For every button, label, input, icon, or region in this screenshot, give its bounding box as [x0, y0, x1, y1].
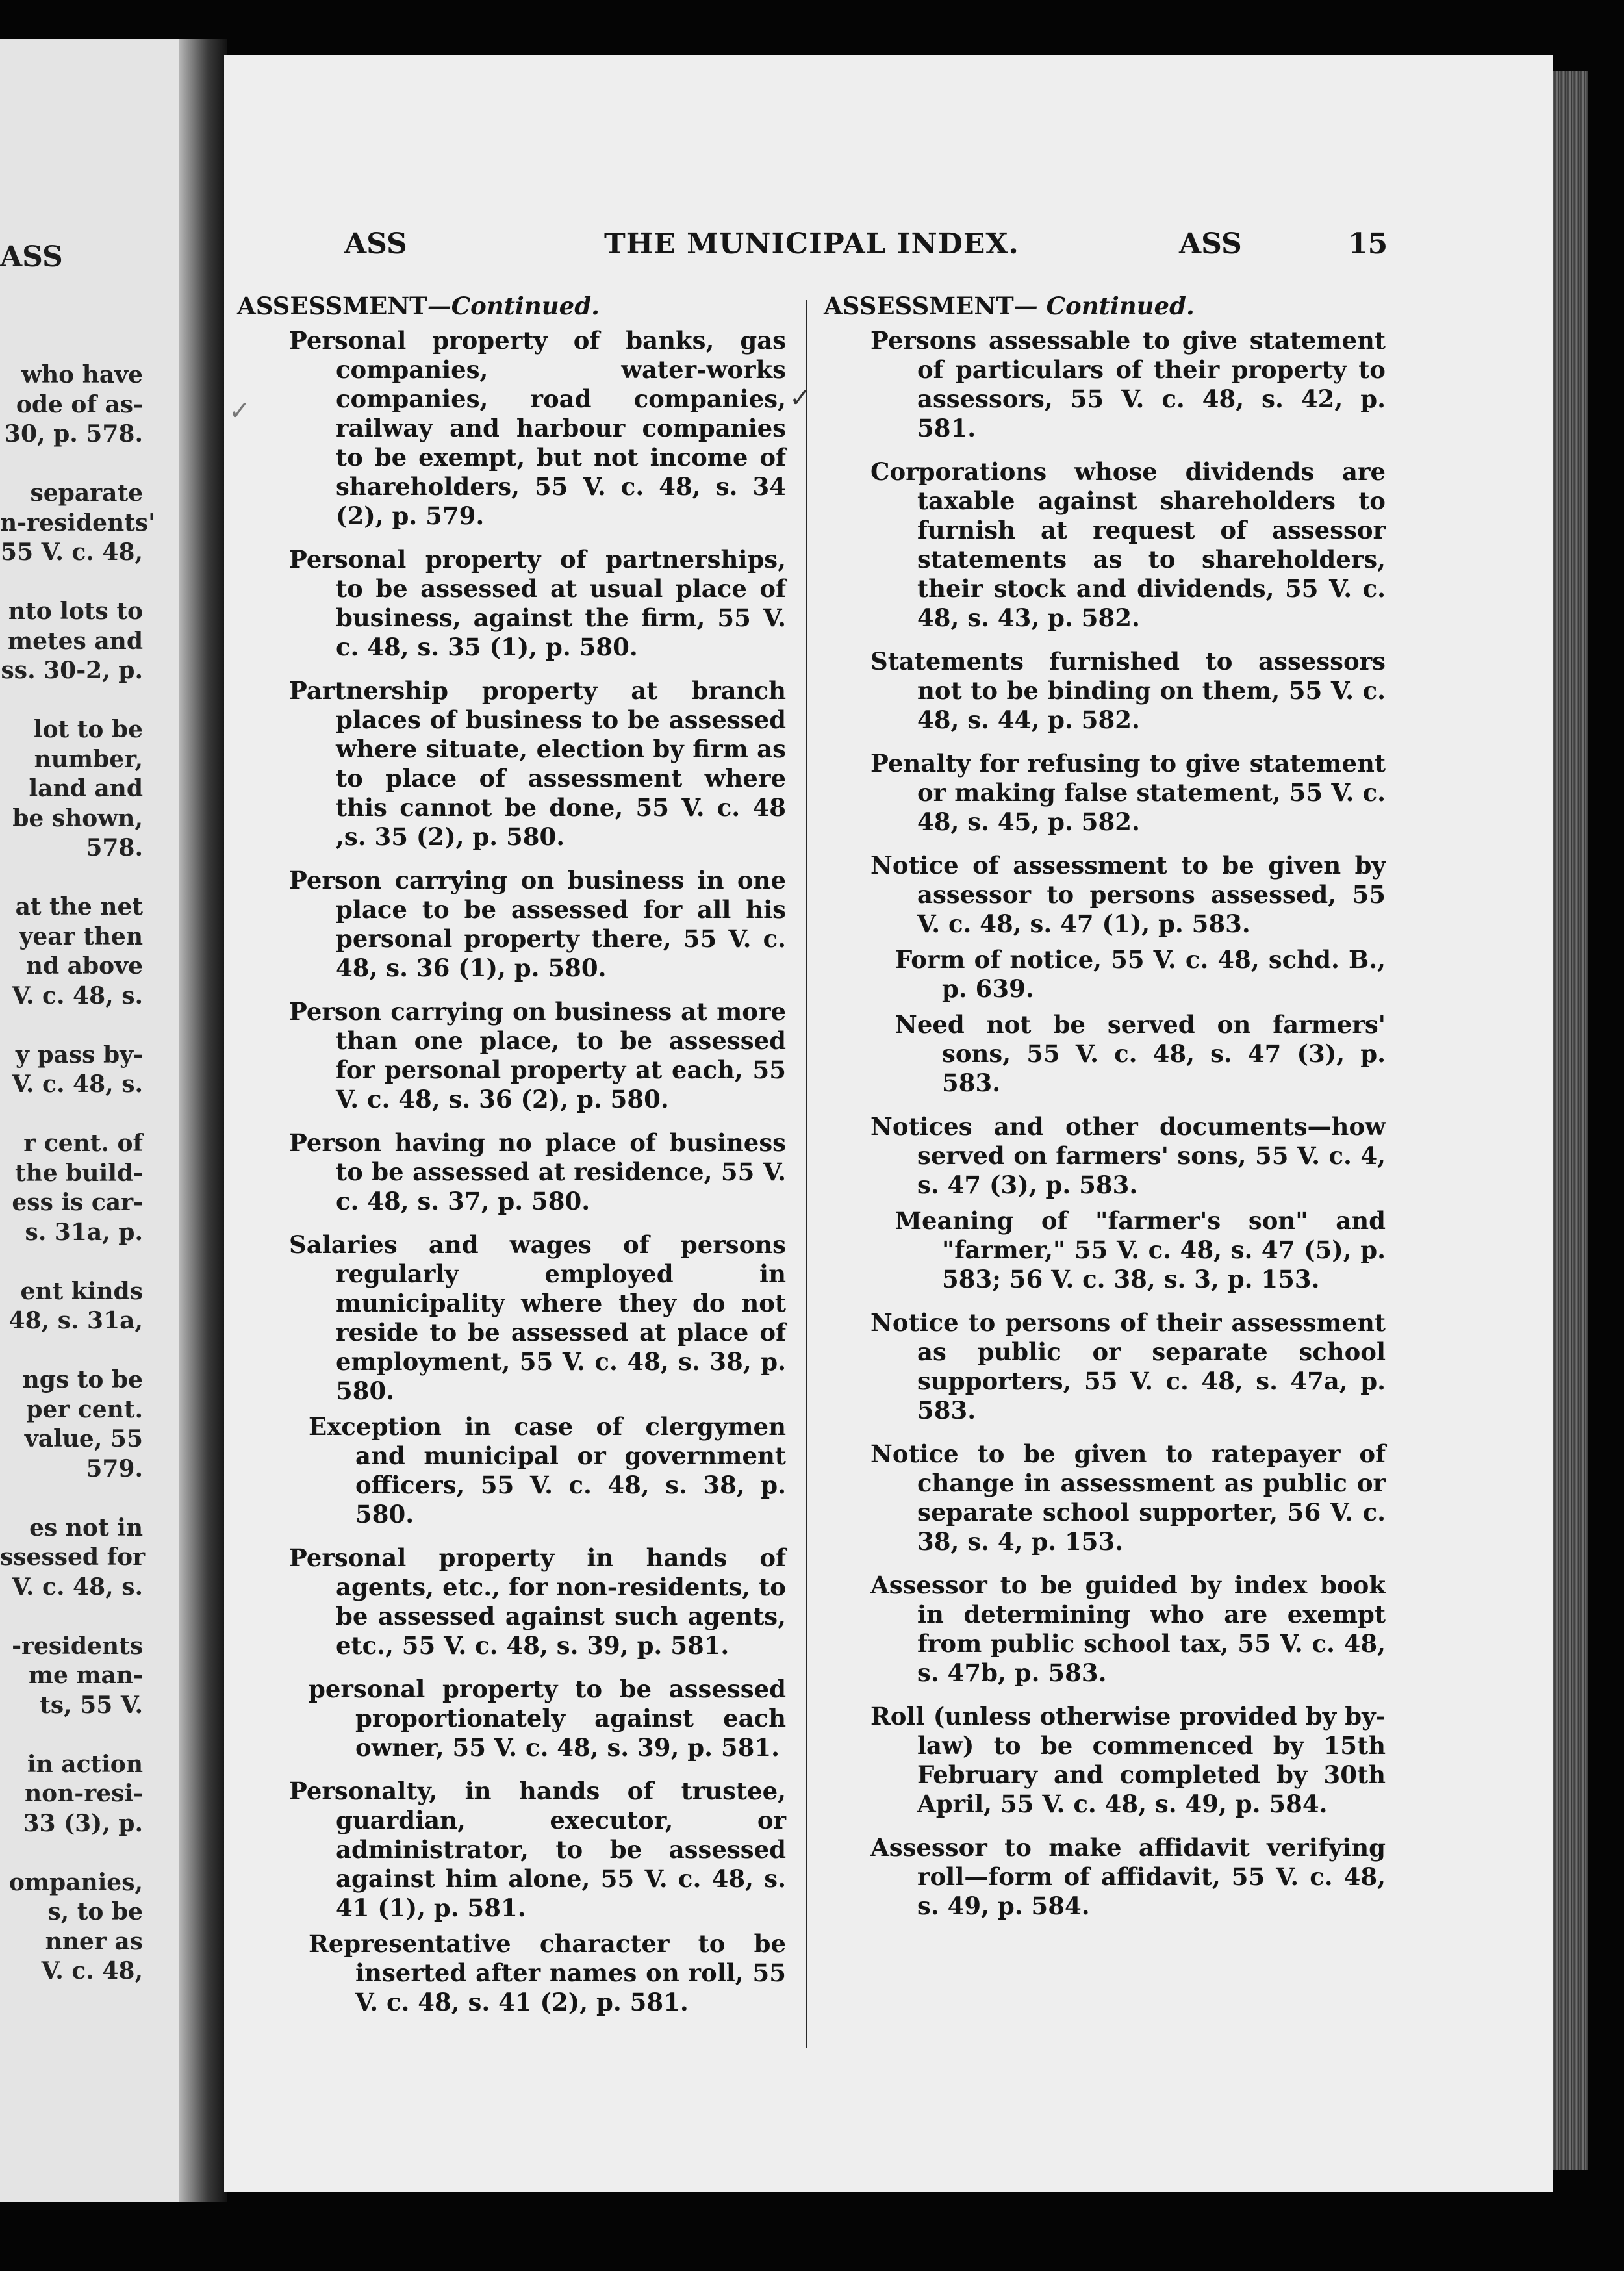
- book-gutter-shadow: [179, 39, 227, 2202]
- section-heading: [824, 291, 1386, 321]
- index-entry: Partnership property at branch places of business to be assessed where situate, election by firm as to place of assessment where this cannot be done, 55 V. c. 48 ,s. 35 (2), p. 580.: [289, 676, 786, 851]
- index-subentry: Need not be served on farmers' sons, 55 V. c. 48, s. 47 (3), p. 583.: [895, 1010, 1386, 1097]
- left-column: [237, 291, 786, 2031]
- section-heading: [237, 291, 786, 321]
- index-entry: Corporations whose dividends are taxable against shareholders to furnish at request of assessor statements as to shareholders, their stock and dividends, 55 V. c. 48, s. 43, p. 582.: [870, 457, 1386, 632]
- left-line: nner as: [45, 1927, 143, 1955]
- index-entry: Person carrying on business at more than one place, to be assessed for personal property at each, 55 V. c. 48, s. 36 (2), p. 580.: [289, 997, 786, 1113]
- left-line: y pass by-: [15, 1041, 143, 1069]
- left-line: [0, 863, 143, 893]
- index-entry: Personal property in hands of agents, etc., for non-residents, to be assessed against such agents, etc., 55 V. c. 48, s. 39, p. 581.: [289, 1543, 786, 1660]
- left-line: per cent.: [26, 1395, 143, 1423]
- page-number: 15: [1348, 227, 1388, 260]
- left-line: [0, 1011, 143, 1041]
- left-line: metes and: [7, 627, 143, 655]
- index-entry: Notice to persons of their assessment as public or separate school supporters, 55 V. c. 48, s. 47a, p. 583.: [870, 1308, 1386, 1425]
- left-line: V. c. 48, s.: [12, 1573, 143, 1601]
- left-line: nd above: [25, 952, 143, 980]
- left-line: s. 31a, p.: [25, 1218, 143, 1246]
- running-head-title: THE MUNICIPAL INDEX.: [604, 227, 1019, 260]
- left-line: 30, p. 578.: [4, 420, 143, 448]
- left-line: ngs to be: [22, 1366, 143, 1393]
- left-line: [0, 686, 143, 716]
- left-line: V. c. 48, s.: [12, 1071, 143, 1098]
- left-line: ss. 30-2, p.: [1, 657, 143, 684]
- pencil-check-mark-icon: ✓: [789, 383, 811, 413]
- index-entry: Statements furnished to assessors not to be binding on them, 55 V. c. 48, s. 44, p. 582.: [870, 647, 1386, 734]
- left-line: in action: [27, 1750, 143, 1778]
- left-line: 33 (3), p.: [23, 1809, 143, 1837]
- left-line: [0, 1247, 143, 1277]
- left-line: 578.: [86, 834, 143, 861]
- left-line: [0, 1100, 143, 1130]
- left-line: [0, 450, 143, 479]
- index-subentry: personal property to be assessed proportionately against each owner, 55 V. c. 48, s. 39, p. 581.: [309, 1675, 786, 1762]
- left-line: es not in: [29, 1514, 143, 1541]
- left-line: [0, 1720, 143, 1750]
- left-line: ent kinds: [20, 1277, 143, 1305]
- left-line: ess is car-: [12, 1189, 143, 1216]
- index-entry: Notice to be given to ratepayer of change in assessment as public or separate school supporter, 56 V. c. 38, s. 4, p. 153.: [870, 1440, 1386, 1556]
- left-line: s, to be: [47, 1898, 143, 1925]
- left-line: year then: [19, 922, 143, 950]
- pencil-check-mark-icon: ✓: [229, 396, 251, 426]
- left-line: land and: [29, 775, 143, 802]
- left-line: nto lots to: [8, 598, 143, 625]
- index-subentry: Representative character to be inserted after names on roll, 55 V. c. 48, s. 41 (2), p. 581.: [309, 1929, 786, 2016]
- index-entry: Person carrying on business in one place to be assessed for all his personal property there, 55 V. c. 48, s. 36 (1), p. 580.: [289, 866, 786, 982]
- left-line: lot to be: [33, 716, 143, 743]
- page-edge-stack: [1553, 71, 1588, 2170]
- section-heading-title: ASSESSMENT: [237, 292, 427, 320]
- left-line: ompanies,: [8, 1868, 143, 1896]
- left-line: separate: [30, 479, 143, 507]
- left-line: number,: [34, 745, 143, 773]
- index-subentry: Meaning of "farmer's son" and "farmer," 55 V. c. 48, s. 47 (5), p. 583; 56 V. c. 38, s. 3, p. 153.: [895, 1206, 1386, 1293]
- section-heading-continued: — Continued.: [1013, 292, 1195, 320]
- index-entry: Person having no place of business to be assessed at residence, 55 V. c. 48, s. 37, p. 580.: [289, 1128, 786, 1215]
- index-entry: Personalty, in hands of trustee, guardian, executor, or administrator, to be assessed against him alone, 55 V. c. 48, s. 41 (1), p. 581.: [289, 1777, 786, 1922]
- column-divider: [806, 300, 807, 2048]
- right-column: [824, 291, 1386, 1935]
- index-entry: Roll (unless otherwise provided by by-law) to be commenced by 15th February and completed by 30th April, 55 V. c. 48, s. 49, p. 584.: [870, 1702, 1386, 1818]
- left-line: [0, 568, 143, 598]
- left-page-fragment: [0, 39, 195, 2202]
- left-line: 48, s. 31a,: [8, 1307, 143, 1334]
- index-entry: Notice of assessment to be given by assessor to persons assessed, 55 V. c. 48, s. 47 (1), p. 583.: [870, 851, 1386, 938]
- index-entry: Salaries and wages of persons regularly employed in municipality where they do not reside to be assessed at place of employment, 55 V. c. 48, s. 38, p. 580.: [289, 1230, 786, 1405]
- index-entry: Assessor to make affidavit verifying roll—form of affidavit, 55 V. c. 48, s. 49, p. 584.: [870, 1833, 1386, 1920]
- left-line: ssessed for: [0, 1543, 146, 1571]
- running-head-left: ASS: [344, 227, 407, 260]
- left-line: r cent. of: [23, 1130, 143, 1157]
- left-page-text: [0, 361, 156, 1986]
- left-line: be shown,: [12, 804, 143, 832]
- left-line: value, 55: [24, 1425, 143, 1453]
- left-line: [0, 1484, 143, 1514]
- left-line: ts, 55 V.: [40, 1691, 143, 1719]
- left-line: non-resi-: [24, 1780, 143, 1807]
- index-subentry: Form of notice, 55 V. c. 48, schd. B., p. 639.: [895, 945, 1386, 1003]
- left-line: V. c. 48,: [41, 1957, 143, 1985]
- section-heading-title: ASSESSMENT: [824, 292, 1014, 320]
- left-line: [0, 1336, 143, 1366]
- section-heading-continued: —Continued.: [427, 292, 600, 320]
- left-line: ode of as-: [16, 390, 143, 418]
- left-line: V. c. 48, s.: [12, 982, 143, 1009]
- index-entry: Penalty for refusing to give statement or making false statement, 55 V. c. 48, s. 45, p. 582.: [870, 749, 1386, 836]
- left-line: [0, 1838, 143, 1868]
- left-line: -residents: [12, 1632, 143, 1660]
- left-line: 55 V. c. 48,: [1, 539, 143, 566]
- left-line: at the net: [15, 893, 143, 920]
- index-entry: Personal property of banks, gas companies, water-works companies, road companies, railway and harbour companies to be exempt, but not income of shareholders, 55 V. c. 48, s. 34 (2), p. 579.: [289, 326, 786, 530]
- index-entry: Notices and other documents—how served on farmers' sons, 55 V. c. 4, s. 47 (3), p. 583.: [870, 1112, 1386, 1199]
- index-entry: Personal property of partnerships, to be assessed at usual place of business, against the firm, 55 V. c. 48, s. 35 (1), p. 580.: [289, 545, 786, 661]
- left-line: [0, 1602, 143, 1632]
- running-head-right: ASS: [1179, 227, 1242, 260]
- left-page-header: ASS: [0, 240, 63, 273]
- left-line: me man-: [28, 1662, 143, 1689]
- index-subentry: Exception in case of clergymen and municipal or government officers, 55 V. c. 48, s. 38, p. 580.: [309, 1412, 786, 1529]
- left-line: 579.: [86, 1454, 143, 1482]
- left-line: the build-: [14, 1159, 143, 1187]
- index-entry: Assessor to be guided by index book in determining who are exempt from public school tax, 55 V. c. 48, s. 47b, p. 583.: [870, 1571, 1386, 1687]
- left-line: n-residents': [0, 509, 156, 537]
- left-line: who have: [21, 361, 143, 388]
- index-entry: Persons assessable to give statement of particulars of their property to assessors, 55 V. c. 48, s. 42, p. 581.: [870, 326, 1386, 442]
